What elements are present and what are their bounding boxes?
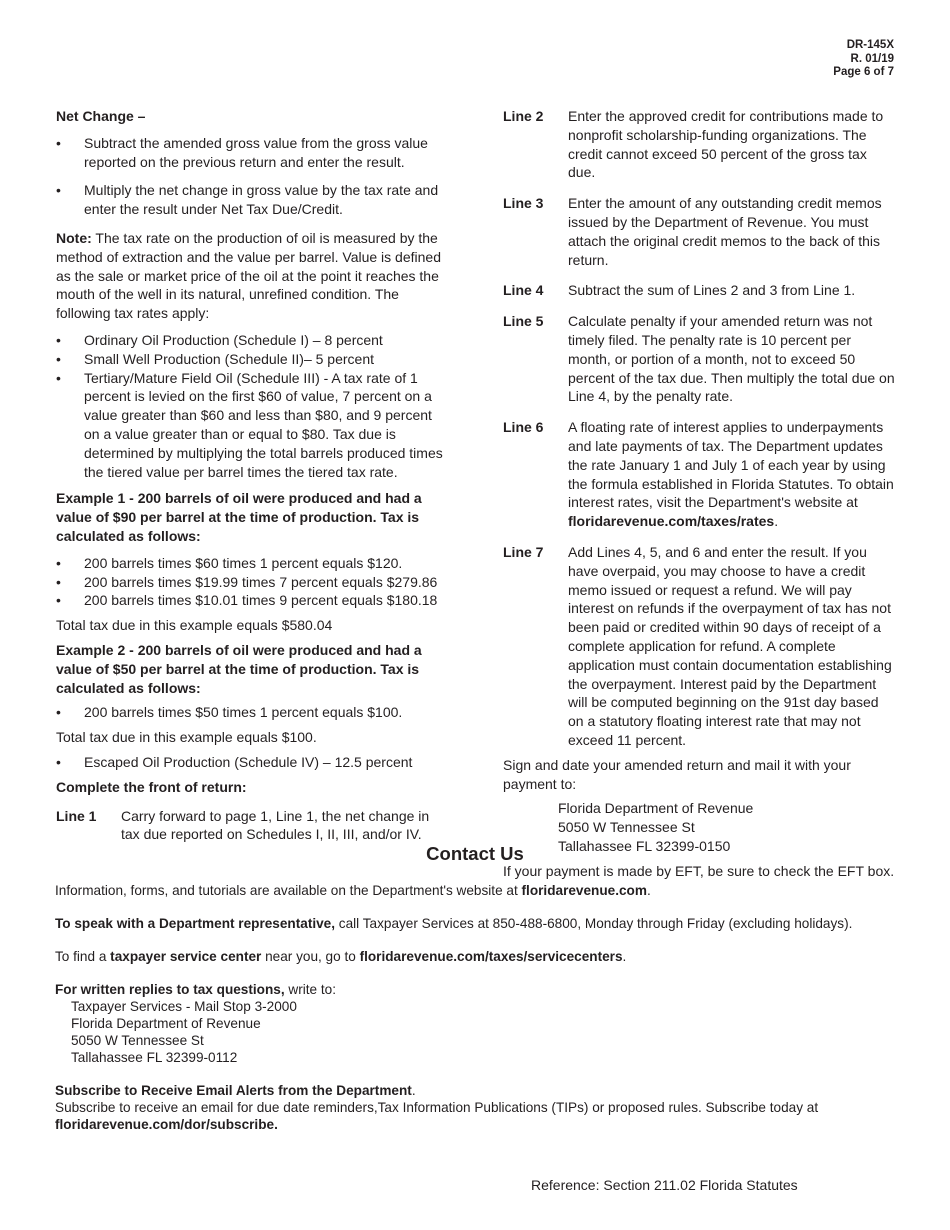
form-header [833, 39, 894, 80]
subscribe-end: . [411, 1083, 416, 1098]
line-text: Add Lines 4, 5, and 6 and enter the result. If you have overpaid, you may choose to have a credit memo issued or request a refund. We will pay interest on refunds if the overpayment of tax has not been paid or credited within 90 days of receipt of a complete application for refund. A complete application must contain documentation establishing the overpayment. Interest paid by the Department will be computed beginning on the 91st day based on a statutory floating interest rate that may not exceed 11 percent. [568, 543, 892, 748]
line-text: Enter the approved credit for contributions made to nonprofit scholarship-funding organizations. The credit cannot exceed 50 percent of the gross tax due. [568, 108, 884, 181]
page-number: Page 6 of 7 [833, 66, 894, 78]
info-paragraph [55, 882, 895, 899]
speak-bold: To speak with a Department representative, [55, 916, 336, 931]
line-text: Enter the amount of any outstanding credit memos issued by the Department of Revenue. You must attach the original credit memos to the back of this return. [568, 195, 882, 268]
written-replies [55, 981, 895, 1066]
info-end: . [646, 883, 651, 898]
complete-front-heading: Complete the front of return: [56, 778, 247, 795]
find-bold: taxpayer service center [110, 949, 262, 964]
right-column [503, 107, 897, 880]
find-end: . [622, 949, 627, 964]
speak-text: call Taxpayer Services at 850-488-6800, Monday through Friday (excluding holidays). [335, 916, 853, 931]
line-5-instruction [503, 312, 897, 406]
address-line: Tallahassee FL 32399-0150 [558, 837, 731, 854]
written-text: write to: [284, 982, 336, 997]
example1-heading: Example 1 - 200 barrels of oil were produced and had a value of $90 per barrel at the time of production. Tax is calculated as follows: [56, 490, 422, 544]
example1-total: Total tax due in this example equals $580.04 [56, 617, 333, 634]
eft-note: If your payment is made by EFT, be sure to check the EFT box. [503, 862, 895, 879]
line-text: Calculate penalty if your amended return was not timely filed. The penalty rate is 10 percent per month, or portion of a month, not to exceed 50 percent of the tax due. Then multiply the total due on Line 4, by the penalty rate. [568, 313, 895, 405]
line-label: Line 1 [56, 807, 97, 824]
form-revision: R. 01/19 [850, 52, 894, 65]
line-4-instruction [503, 281, 897, 300]
contact-section [55, 843, 895, 1133]
rates-website-link[interactable]: floridarevenue.com/taxes/rates [568, 513, 775, 530]
escaped-oil-list [56, 753, 450, 772]
list-item: • Escaped Oil Production (Schedule IV) – 12.5 percent [56, 753, 450, 772]
line-2-instruction [503, 107, 897, 182]
line-7-instruction [503, 543, 897, 750]
line-text: Subtract the sum of Lines 2 and 3 from Line 1. [568, 282, 856, 299]
list-item: • Small Well Production (Schedule II)– 5 percent [56, 350, 450, 369]
line-6-end: . [774, 513, 779, 530]
subscribe-heading [55, 1082, 895, 1099]
subscribe-bold: Subscribe to Receive Email Alerts from the Department [55, 1083, 412, 1098]
net-change-heading: Net Change – [56, 108, 146, 124]
written-bold: For written replies to tax questions, [55, 982, 285, 997]
list-item: • 200 barrels times $50 times 1 percent equals $100. [56, 703, 450, 722]
subscribe-link[interactable]: floridarevenue.com/dor/subscribe. [55, 1117, 278, 1132]
service-center-paragraph [55, 948, 895, 965]
line-label: Line 4 [503, 282, 544, 299]
list-item: • Ordinary Oil Production (Schedule I) – 8 percent [56, 331, 450, 350]
example2-heading: Example 2 - 200 barrels of oil were produced and had a value of $50 per barrel at the time of production. Tax is calculated as follows: [56, 641, 422, 696]
left-column [56, 107, 450, 844]
service-centers-link[interactable]: floridarevenue.com/taxes/servicecenters [359, 949, 623, 964]
subscribe-text: Subscribe to receive an email for due date reminders,Tax Information Publications (TIPs) or proposed rules. Subscribe today at [55, 1100, 819, 1115]
line-label: Line 6 [503, 419, 544, 436]
note-label: Note: [56, 229, 92, 246]
net-change-list [56, 134, 450, 219]
note-text: The tax rate on the production of oil is measured by the method of extraction and the value per barrel. Value is defined as the sale or market price of the oil at the point it reaches the mouth of the well in its natural, unrefined condition. The following tax rates apply: [56, 229, 441, 322]
find-pre: To find a [55, 949, 111, 964]
statute-reference: Reference: Section 211.02 Florida Statutes [531, 1177, 798, 1193]
contact-heading: Contact Us [426, 843, 524, 864]
list-item: • Multiply the net change in gross value by the tax rate and enter the result under Net Tax Due/Credit. [56, 181, 450, 219]
list-item: • 200 barrels times $10.01 times 9 percent equals $180.18 [56, 591, 450, 610]
website-link[interactable]: floridarevenue.com [521, 883, 647, 898]
address-line: Florida Department of Revenue [71, 1016, 261, 1031]
sign-instruction: Sign and date your amended return and mail it with your payment to: [503, 756, 851, 792]
example1-list [56, 554, 450, 610]
example2-total: Total tax due in this example equals $100. [56, 729, 317, 746]
line-label: Line 5 [503, 313, 544, 330]
find-mid: near you, go to [261, 949, 360, 964]
address-line: Tallahassee FL 32399-0112 [71, 1050, 238, 1065]
info-text: Information, forms, and tutorials are available on the Department's website at [55, 883, 522, 898]
note-paragraph [56, 229, 450, 323]
address-line: Florida Department of Revenue [558, 800, 754, 817]
speak-paragraph [55, 915, 895, 932]
line-label: Line 7 [503, 543, 544, 560]
line-6-body: A floating rate of interest applies to underpayments and late payments of tax. The Department updates the rate January 1 and July 1 of each year by using the formula established in Florida Statutes. To obtain interest rates, visit the Department's website at [568, 419, 894, 511]
list-item: • 200 barrels times $60 times 1 percent equals $120. [56, 554, 450, 573]
line-6-instruction [503, 418, 897, 531]
line-3-instruction [503, 194, 897, 269]
list-item: • 200 barrels times $19.99 times 7 percent equals $279.86 [56, 573, 450, 592]
line-label: Line 3 [503, 195, 544, 212]
list-item: • Tertiary/Mature Field Oil (Schedule III) - A tax rate of 1 percent is levied on the first $60 of value, 7 percent on a value greater than $60 and less than $80, and 9 percent on a value greater than or equal to $80. Tax due is determined by multiplying the total barrels produced times the tiered value per barrel times the tiered tax rate. [56, 369, 450, 482]
line-text [568, 418, 897, 531]
line-label: Line 2 [503, 108, 544, 124]
subscribe-section [55, 1082, 895, 1133]
address-line: 5050 W Tennessee St [558, 819, 695, 836]
written-intro [55, 981, 895, 998]
address-line: Taxpayer Services - Mail Stop 3-2000 [71, 999, 297, 1014]
list-item: • Subtract the amended gross value from the gross value reported on the previous return and enter the result. [56, 134, 450, 172]
tax-rate-list [56, 331, 450, 481]
example2-list [56, 703, 450, 722]
form-number: DR-145X [846, 39, 894, 51]
address-line: 5050 W Tennessee St [71, 1033, 204, 1048]
line-text: Carry forward to page 1, Line 1, the net change in tax due reported on Schedules I, II, III, and/or IV. [121, 807, 430, 843]
line-1-instruction [56, 807, 450, 845]
